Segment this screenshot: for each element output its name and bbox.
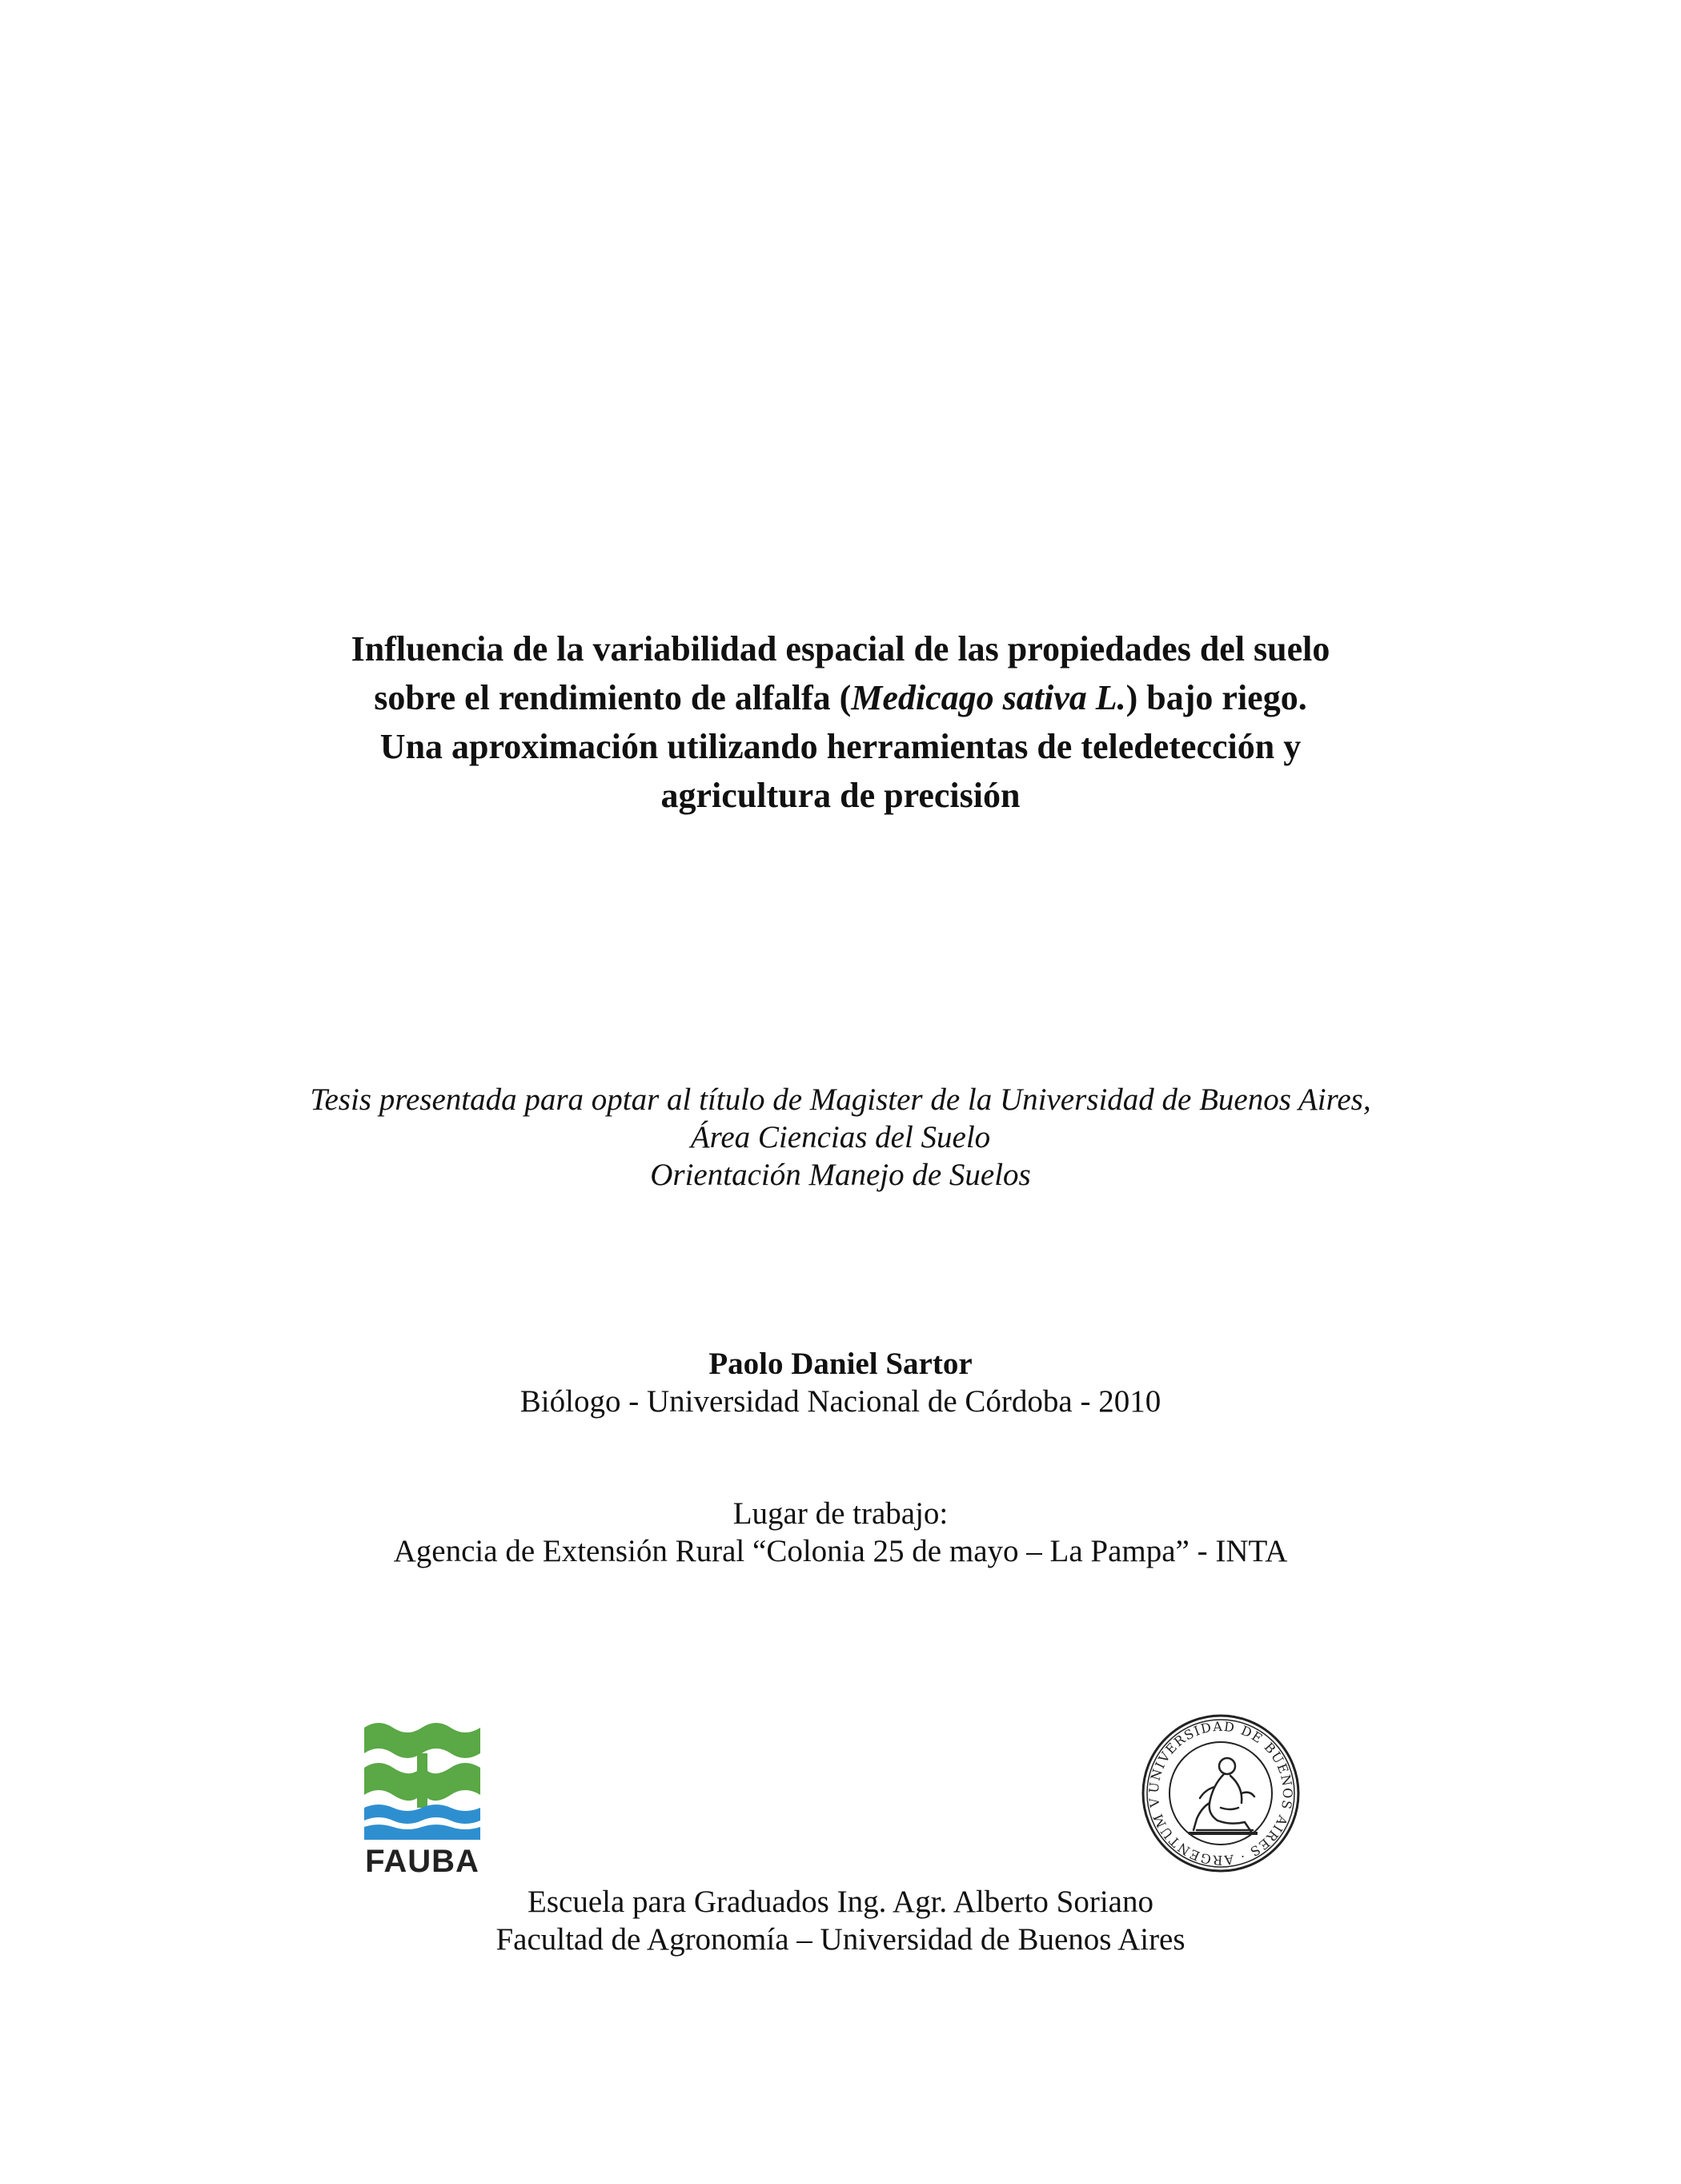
title-line-2-after: ) bajo riego.	[1125, 678, 1307, 717]
species-name: Medicago sativa L.	[851, 678, 1126, 717]
fauba-emblem-icon	[364, 1721, 480, 1841]
thesis-title	[160, 624, 1521, 820]
institution-line-2: Facultad de Agronomía – Universidad de Buenos Aires	[495, 1922, 1186, 1957]
workplace-place: Agencia de Extensión Rural “Colonia 25 de mayo – La Pampa” - INTA	[393, 1534, 1288, 1568]
thesis-line-1: Tesis presentada para optar al título de Magister de la Universidad de Buenos Aires,	[310, 1082, 1371, 1117]
workplace-label: Lugar de trabajo:	[732, 1496, 949, 1531]
title-line-2-before: sobre el rendimiento de alfalfa (	[374, 678, 852, 717]
thesis-line-3: Orientación Manejo de Suelos	[650, 1158, 1031, 1192]
fauba-logo-text: FAUBA	[365, 1844, 479, 1879]
uba-seal-text: UNIVERSIDAD DE BUENOS AIRES · ARGENTUM V	[1145, 1718, 1296, 1869]
title-line-4: agricultura de precisión	[660, 776, 1021, 815]
title-line-3: Una aproximación utilizando herramientas de teledetección y	[379, 727, 1302, 766]
title-line-1: Influencia de la variabilidad espacial de las propiedades del suelo	[351, 629, 1330, 668]
workplace-block	[160, 1495, 1521, 1570]
institution-line-1: Escuela para Graduados Ing. Agr. Alberto Soriano	[528, 1885, 1153, 1919]
thesis-statement	[160, 1081, 1521, 1194]
author-block	[160, 1345, 1521, 1420]
author-name: Paolo Daniel Sartor	[708, 1347, 973, 1381]
uba-seal-icon	[1141, 1713, 1301, 1873]
author-degree: Biólogo - Universidad Nacional de Córdoba - 2010	[520, 1384, 1161, 1419]
thesis-line-2: Área Ciencias del Suelo	[690, 1120, 991, 1154]
institution-block	[160, 1883, 1521, 1958]
fauba-logo	[364, 1721, 480, 1878]
title-line-2	[160, 673, 1521, 722]
uba-seal	[1141, 1713, 1301, 1873]
